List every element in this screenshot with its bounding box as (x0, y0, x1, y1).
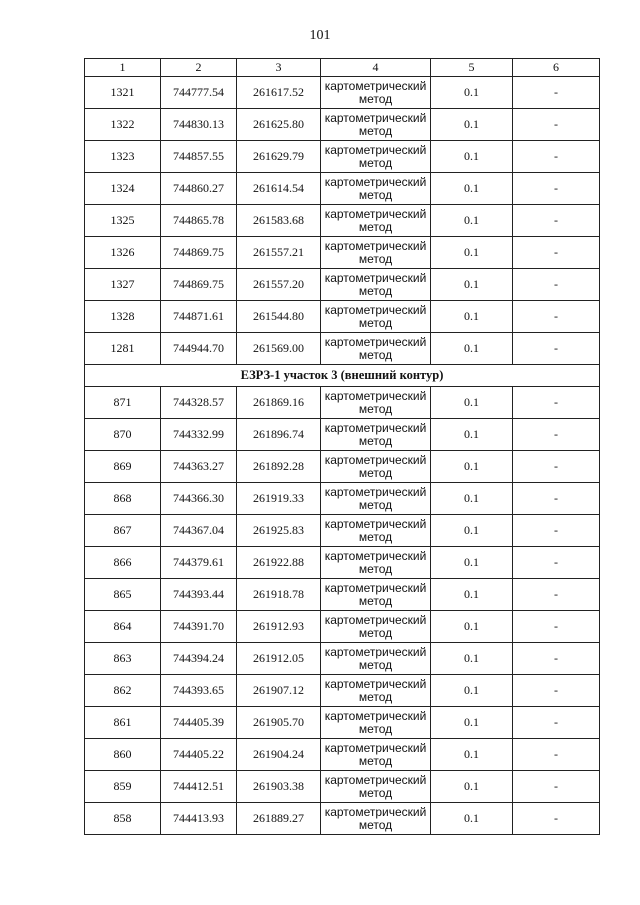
note-cell: - (513, 611, 600, 643)
x-coordinate-cell: 744391.70 (161, 611, 237, 643)
accuracy-cell: 0.1 (431, 269, 513, 301)
method-cell: картометрический метод (321, 803, 431, 835)
table-row (85, 771, 600, 803)
point-number-cell: 1326 (85, 237, 161, 269)
y-coordinate-cell: 261919.33 (237, 483, 321, 515)
point-number-cell: 867 (85, 515, 161, 547)
method-cell: картометрический метод (321, 611, 431, 643)
accuracy-cell: 0.1 (431, 803, 513, 835)
x-coordinate-cell: 744405.39 (161, 707, 237, 739)
y-coordinate-cell: 261614.54 (237, 173, 321, 205)
point-number-cell: 1323 (85, 141, 161, 173)
point-number-cell: 1322 (85, 109, 161, 141)
page-number: 101 (309, 28, 331, 43)
coordinates-table (84, 58, 600, 835)
note-cell: - (513, 141, 600, 173)
y-coordinate-cell: 261557.21 (237, 237, 321, 269)
x-coordinate-cell: 744777.54 (161, 77, 237, 109)
method-cell: картометрический метод (321, 771, 431, 803)
note-cell: - (513, 643, 600, 675)
y-coordinate-cell: 261922.88 (237, 547, 321, 579)
table-row (85, 675, 600, 707)
y-coordinate-cell: 261907.12 (237, 675, 321, 707)
accuracy-cell: 0.1 (431, 419, 513, 451)
table-row (85, 643, 600, 675)
accuracy-cell: 0.1 (431, 675, 513, 707)
note-cell: - (513, 205, 600, 237)
table-row (85, 803, 600, 835)
table-row (85, 483, 600, 515)
accuracy-cell: 0.1 (431, 173, 513, 205)
x-coordinate-cell: 744363.27 (161, 451, 237, 483)
note-cell: - (513, 803, 600, 835)
point-number-cell: 862 (85, 675, 161, 707)
y-coordinate-cell: 261583.68 (237, 205, 321, 237)
note-cell: - (513, 77, 600, 109)
table-row (85, 387, 600, 419)
point-number-cell: 868 (85, 483, 161, 515)
note-cell: - (513, 419, 600, 451)
table-body-part1 (85, 77, 600, 365)
accuracy-cell: 0.1 (431, 707, 513, 739)
method-cell: картометрический метод (321, 301, 431, 333)
accuracy-cell: 0.1 (431, 771, 513, 803)
table-row (85, 579, 600, 611)
table-row (85, 269, 600, 301)
note-cell: - (513, 707, 600, 739)
method-cell: картометрический метод (321, 547, 431, 579)
y-coordinate-cell: 261918.78 (237, 579, 321, 611)
method-cell: картометрический метод (321, 205, 431, 237)
point-number-cell: 861 (85, 707, 161, 739)
x-coordinate-cell: 744830.13 (161, 109, 237, 141)
table-row (85, 739, 600, 771)
y-coordinate-cell: 261896.74 (237, 419, 321, 451)
point-number-cell: 1328 (85, 301, 161, 333)
note-cell: - (513, 269, 600, 301)
method-cell: картометрический метод (321, 141, 431, 173)
x-coordinate-cell: 744869.75 (161, 269, 237, 301)
method-cell: картометрический метод (321, 739, 431, 771)
point-number-cell: 859 (85, 771, 161, 803)
point-number-cell: 871 (85, 387, 161, 419)
y-coordinate-cell: 261904.24 (237, 739, 321, 771)
x-coordinate-cell: 744393.44 (161, 579, 237, 611)
method-cell: картометрический метод (321, 173, 431, 205)
table-row (85, 109, 600, 141)
x-coordinate-cell: 744860.27 (161, 173, 237, 205)
y-coordinate-cell: 261544.80 (237, 301, 321, 333)
table-row (85, 451, 600, 483)
x-coordinate-cell: 744405.22 (161, 739, 237, 771)
x-coordinate-cell: 744857.55 (161, 141, 237, 173)
table-row (85, 77, 600, 109)
x-coordinate-cell: 744328.57 (161, 387, 237, 419)
note-cell: - (513, 771, 600, 803)
note-cell: - (513, 739, 600, 771)
table-row (85, 301, 600, 333)
point-number-cell: 866 (85, 547, 161, 579)
x-coordinate-cell: 744379.61 (161, 547, 237, 579)
x-coordinate-cell: 744367.04 (161, 515, 237, 547)
accuracy-cell: 0.1 (431, 237, 513, 269)
note-cell: - (513, 483, 600, 515)
table-row (85, 515, 600, 547)
y-coordinate-cell: 261557.20 (237, 269, 321, 301)
table-row (85, 205, 600, 237)
note-cell: - (513, 333, 600, 365)
point-number-cell: 1321 (85, 77, 161, 109)
method-cell: картометрический метод (321, 109, 431, 141)
x-coordinate-cell: 744865.78 (161, 205, 237, 237)
column-header: 3 (237, 59, 321, 77)
table-row (85, 173, 600, 205)
table-row (85, 547, 600, 579)
accuracy-cell: 0.1 (431, 515, 513, 547)
column-header: 2 (161, 59, 237, 77)
y-coordinate-cell: 261905.70 (237, 707, 321, 739)
x-coordinate-cell: 744869.75 (161, 237, 237, 269)
method-cell: картометрический метод (321, 77, 431, 109)
table-row (85, 707, 600, 739)
accuracy-cell: 0.1 (431, 451, 513, 483)
accuracy-cell: 0.1 (431, 739, 513, 771)
x-coordinate-cell: 744413.93 (161, 803, 237, 835)
accuracy-cell: 0.1 (431, 643, 513, 675)
note-cell: - (513, 675, 600, 707)
method-cell: картометрический метод (321, 579, 431, 611)
y-coordinate-cell: 261625.80 (237, 109, 321, 141)
column-header: 1 (85, 59, 161, 77)
y-coordinate-cell: 261617.52 (237, 77, 321, 109)
section-row (85, 365, 600, 387)
note-cell: - (513, 237, 600, 269)
method-cell: картометрический метод (321, 483, 431, 515)
x-coordinate-cell: 744366.30 (161, 483, 237, 515)
note-cell: - (513, 301, 600, 333)
point-number-cell: 858 (85, 803, 161, 835)
note-cell: - (513, 173, 600, 205)
table-header-row (85, 59, 600, 77)
table-row (85, 419, 600, 451)
y-coordinate-cell: 261629.79 (237, 141, 321, 173)
table-row (85, 141, 600, 173)
y-coordinate-cell: 261925.83 (237, 515, 321, 547)
method-cell: картометрический метод (321, 643, 431, 675)
x-coordinate-cell: 744394.24 (161, 643, 237, 675)
x-coordinate-cell: 744332.99 (161, 419, 237, 451)
accuracy-cell: 0.1 (431, 579, 513, 611)
x-coordinate-cell: 744412.51 (161, 771, 237, 803)
x-coordinate-cell: 744871.61 (161, 301, 237, 333)
note-cell: - (513, 515, 600, 547)
method-cell: картометрический метод (321, 237, 431, 269)
x-coordinate-cell: 744393.65 (161, 675, 237, 707)
point-number-cell: 1325 (85, 205, 161, 237)
point-number-cell: 863 (85, 643, 161, 675)
accuracy-cell: 0.1 (431, 387, 513, 419)
column-header: 4 (321, 59, 431, 77)
accuracy-cell: 0.1 (431, 141, 513, 173)
y-coordinate-cell: 261903.38 (237, 771, 321, 803)
method-cell: картометрический метод (321, 675, 431, 707)
method-cell: картометрический метод (321, 333, 431, 365)
method-cell: картометрический метод (321, 451, 431, 483)
point-number-cell: 860 (85, 739, 161, 771)
y-coordinate-cell: 261892.28 (237, 451, 321, 483)
point-number-cell: 1324 (85, 173, 161, 205)
section-title: ЕЗРЗ-1 участок 3 (внешний контур) (85, 365, 600, 387)
note-cell: - (513, 109, 600, 141)
accuracy-cell: 0.1 (431, 109, 513, 141)
note-cell: - (513, 451, 600, 483)
note-cell: - (513, 547, 600, 579)
accuracy-cell: 0.1 (431, 611, 513, 643)
point-number-cell: 869 (85, 451, 161, 483)
table-row (85, 333, 600, 365)
accuracy-cell: 0.1 (431, 77, 513, 109)
x-coordinate-cell: 744944.70 (161, 333, 237, 365)
table-row (85, 237, 600, 269)
note-cell: - (513, 579, 600, 611)
point-number-cell: 1281 (85, 333, 161, 365)
point-number-cell: 865 (85, 579, 161, 611)
column-header: 5 (431, 59, 513, 77)
y-coordinate-cell: 261569.00 (237, 333, 321, 365)
y-coordinate-cell: 261889.27 (237, 803, 321, 835)
method-cell: картометрический метод (321, 515, 431, 547)
y-coordinate-cell: 261912.93 (237, 611, 321, 643)
y-coordinate-cell: 261869.16 (237, 387, 321, 419)
accuracy-cell: 0.1 (431, 483, 513, 515)
table-row (85, 611, 600, 643)
column-header: 6 (513, 59, 600, 77)
point-number-cell: 1327 (85, 269, 161, 301)
note-cell: - (513, 387, 600, 419)
accuracy-cell: 0.1 (431, 301, 513, 333)
point-number-cell: 870 (85, 419, 161, 451)
point-number-cell: 864 (85, 611, 161, 643)
y-coordinate-cell: 261912.05 (237, 643, 321, 675)
accuracy-cell: 0.1 (431, 205, 513, 237)
accuracy-cell: 0.1 (431, 333, 513, 365)
table-body-part2 (85, 387, 600, 835)
method-cell: картометрический метод (321, 269, 431, 301)
accuracy-cell: 0.1 (431, 547, 513, 579)
method-cell: картометрический метод (321, 707, 431, 739)
method-cell: картометрический метод (321, 387, 431, 419)
method-cell: картометрический метод (321, 419, 431, 451)
